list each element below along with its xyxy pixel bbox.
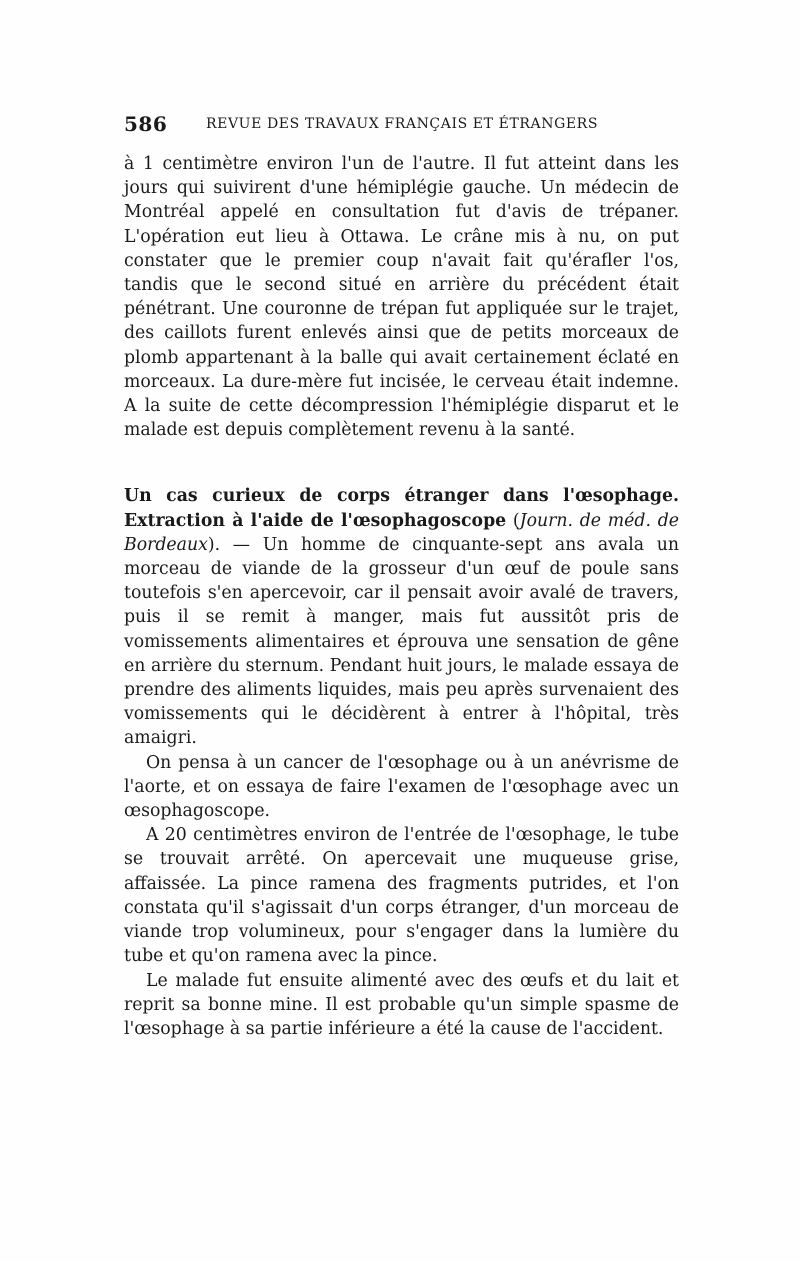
page-header <box>124 112 679 142</box>
article-paragraph: Le malade fut ensuite alimenté avec des œufs et du lait et reprit sa bonne mine. Il est probable qu'un simple spasme de l'œsophage à sa partie inférieure a été la cause de l'accident. <box>124 970 679 1039</box>
article-paragraph: On pensa à un cancer de l'œsophage ou à un anévrisme de l'aorte, et on essaya de faire l'examen de l'œsophage avec un œsophagoscope. <box>124 752 679 822</box>
article-paragraph: A 20 centimètres environ de l'entrée de l'œsophage, le tube se trouvait arrêté. On apercevait une muqueuse grise, affaissée. La pince ramena des fragments putrides, et l'on constata qu'il s'agissait d'un corps étranger, d'un morceau de viande trop volumineux, pour s'engager dans la lumière du tube et qu'on ramena avec la pince. <box>124 825 679 967</box>
source-close: ). — <box>207 534 251 555</box>
page-body <box>124 152 679 1041</box>
article-title: Un cas curieux de corps étranger dans l'œsophage. Extraction à l'aide de l'œsophagoscope <box>124 486 679 531</box>
continued-case-paragraph: à 1 centimètre environ l'un de l'autre. Il fut atteint dans les jours qui suivirent d'une hémiplégie gauche. Un médecin de Montréal appelé en consultation fut d'avis de trépaner. L'opération eut lieu à Ottawa. Le crâne mis à nu, on put constater que le premier coup n'avait fait qu'érafler l'os, tandis que le second situé en arrière du précédent était pénétrant. Une couronne de trépan fut appliquée sur le trajet, des caillots furent enlevés ainsi que de petits morceaux de plomb appartenant à la balle qui avait certainement éclaté en morceaux. La dure-mère fut incisée, le cerveau était indemne. A la suite de cette décompression l'hémiplégie disparut et le malade est depuis complètement revenu à la santé. <box>124 154 679 441</box>
article-intro: Un homme de cinquante-sept ans avala un morceau de viande de la grosseur d'un œuf de poule sans toutefois s'en apercevoir, car il pensait avoir avalé de travers, puis il se remit à manger, mais fut aussitôt pris de vomissements alimentaires et éprouva une sensation de gêne en arrière du sternum. Pendant huit jours, le malade essaya de prendre des aliments liquides, mais peu après survenaient des vomissements qui le décidèrent à entrer à l'hôpital, très amaigri. <box>124 534 679 749</box>
article-source: Journ. de méd. de Bordeaux <box>124 510 679 555</box>
running-title: REVUE DES TRAVAUX FRANÇAIS ET ÉTRANGERS <box>206 116 599 132</box>
section-divider <box>124 442 679 484</box>
page-number: 586 <box>124 112 168 136</box>
article-first-paragraph <box>124 484 679 750</box>
source-open: ( <box>506 510 520 531</box>
